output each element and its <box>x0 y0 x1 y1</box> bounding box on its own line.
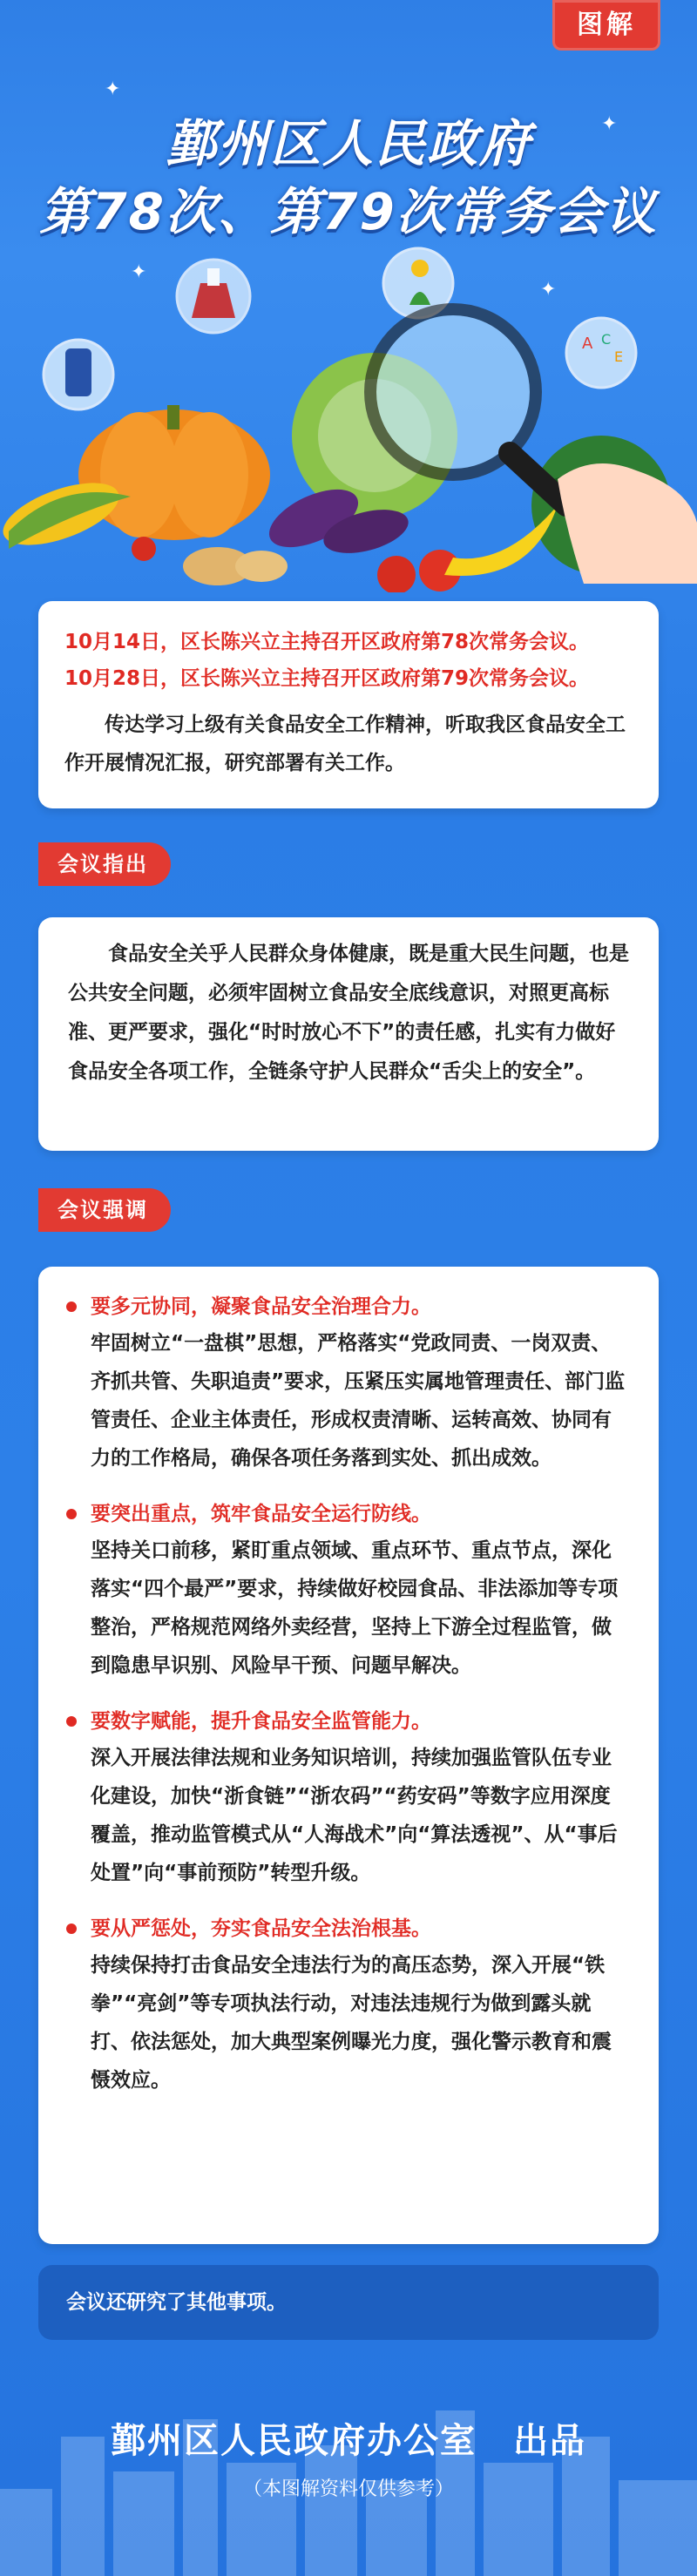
section-label-emphasized: 会议强调 <box>38 1188 171 1232</box>
list-item <box>64 1289 629 1477</box>
sparkle-icon: ✦ <box>601 113 618 135</box>
item-body: 持续保持打击食品安全违法行为的高压态势，深入开展“铁拳”“亮剑”等专项执法行动，对违法违规行为做到露头就打、依法惩处，加大典型案例曝光力度，强化警示教育和震慑效应。 <box>91 1954 612 2092</box>
pointed-out-text: 食品安全关乎人民群众身体健康，既是重大民生问题，也是公共安全问题，必须牢固树立食品安全底线意识，对照更高标准、更严要求，强化“时时放心不下”的责任感，扎实有力做好食品安全各项工作，全链条守护人民群众“舌尖上的安全”。 <box>68 943 629 1083</box>
meeting-79-line: 10月28日，区长陈兴立主持召开区政府第79次常务会议。 <box>64 667 590 690</box>
emphasized-card <box>38 1267 659 2244</box>
intro-summary: 传达学习上级有关食品安全工作精神，听取我区食品安全工作开展情况汇报，研究部署有关工作。 <box>64 713 626 774</box>
item-heading: 要多元协同，凝聚食品安全治理合力。 <box>64 1289 629 1324</box>
reference-note: （本图解资料仅供参考） <box>242 2478 454 2500</box>
food-safety-illustration <box>0 244 697 592</box>
item-heading: 要数字赋能，提升食品安全监管能力。 <box>64 1704 629 1739</box>
bubble-icon <box>177 260 250 333</box>
other-matters-card: 会议还研究了其他事项。 <box>38 2265 659 2340</box>
svg-text:C: C <box>601 331 612 348</box>
sparkle-icon: ✦ <box>131 261 147 283</box>
item-body: 坚持关口前移，紧盯重点领域、重点环节、重点节点，深化落实“四个最严”要求，持续做好校园食品、非法添加等专项整治，严格规范网络外卖经营，坚持上下游全过程监管，做到隐患早识别、风险早干预、问题早解决。 <box>91 1539 619 1677</box>
bubble-icon <box>44 340 113 409</box>
svg-text:E: E <box>614 348 624 365</box>
item-body: 深入开展法律法规和业务知识培训，持续加强监管队伍专业化建设，加快“浙食链”“浙农码”“药安码”等数字应用深度覆盖，推动监管模式从“人海战术”向“算法透视”、从“事后处置”向“事前预防”转型升级。 <box>91 1747 618 1884</box>
item-heading: 要突出重点，筑牢食品安全运行防线。 <box>64 1497 629 1531</box>
sparkle-icon: ✦ <box>105 78 121 100</box>
intro-card <box>38 601 659 808</box>
item-heading: 要从严惩处，夯实食品安全法治根基。 <box>64 1911 629 1946</box>
list-item <box>64 1497 629 1685</box>
page-title-line1: 鄞州区人民政府 <box>165 114 531 173</box>
item-body: 牢固树立“一盘棋”思想，严格落实“党政同责、一岗双责、齐抓共管、失职追责”要求，压紧压实属地管理责任、部门监管责任、企业主体责任，形成权责清晰、运转高效、协同有力的工作格局，确保各项任务落到实处、抓出成效。 <box>91 1332 626 1470</box>
section-label-pointed-out: 会议指出 <box>38 842 171 886</box>
meeting-78-line: 10月14日，区长陈兴立主持召开区政府第78次常务会议。 <box>64 631 590 653</box>
sparkle-icon: ✦ <box>540 279 557 301</box>
list-item <box>64 1704 629 1892</box>
producer-credit: 鄞州区人民政府办公室 出品 <box>111 2421 586 2461</box>
list-item <box>64 1911 629 2099</box>
pointed-out-card <box>38 917 659 1151</box>
graphic-badge: 图解 <box>552 0 660 51</box>
svg-text:A: A <box>582 335 593 353</box>
bubble-icon <box>566 318 636 388</box>
page-title-line2: 第78次、第79次常务会议 <box>39 182 658 241</box>
